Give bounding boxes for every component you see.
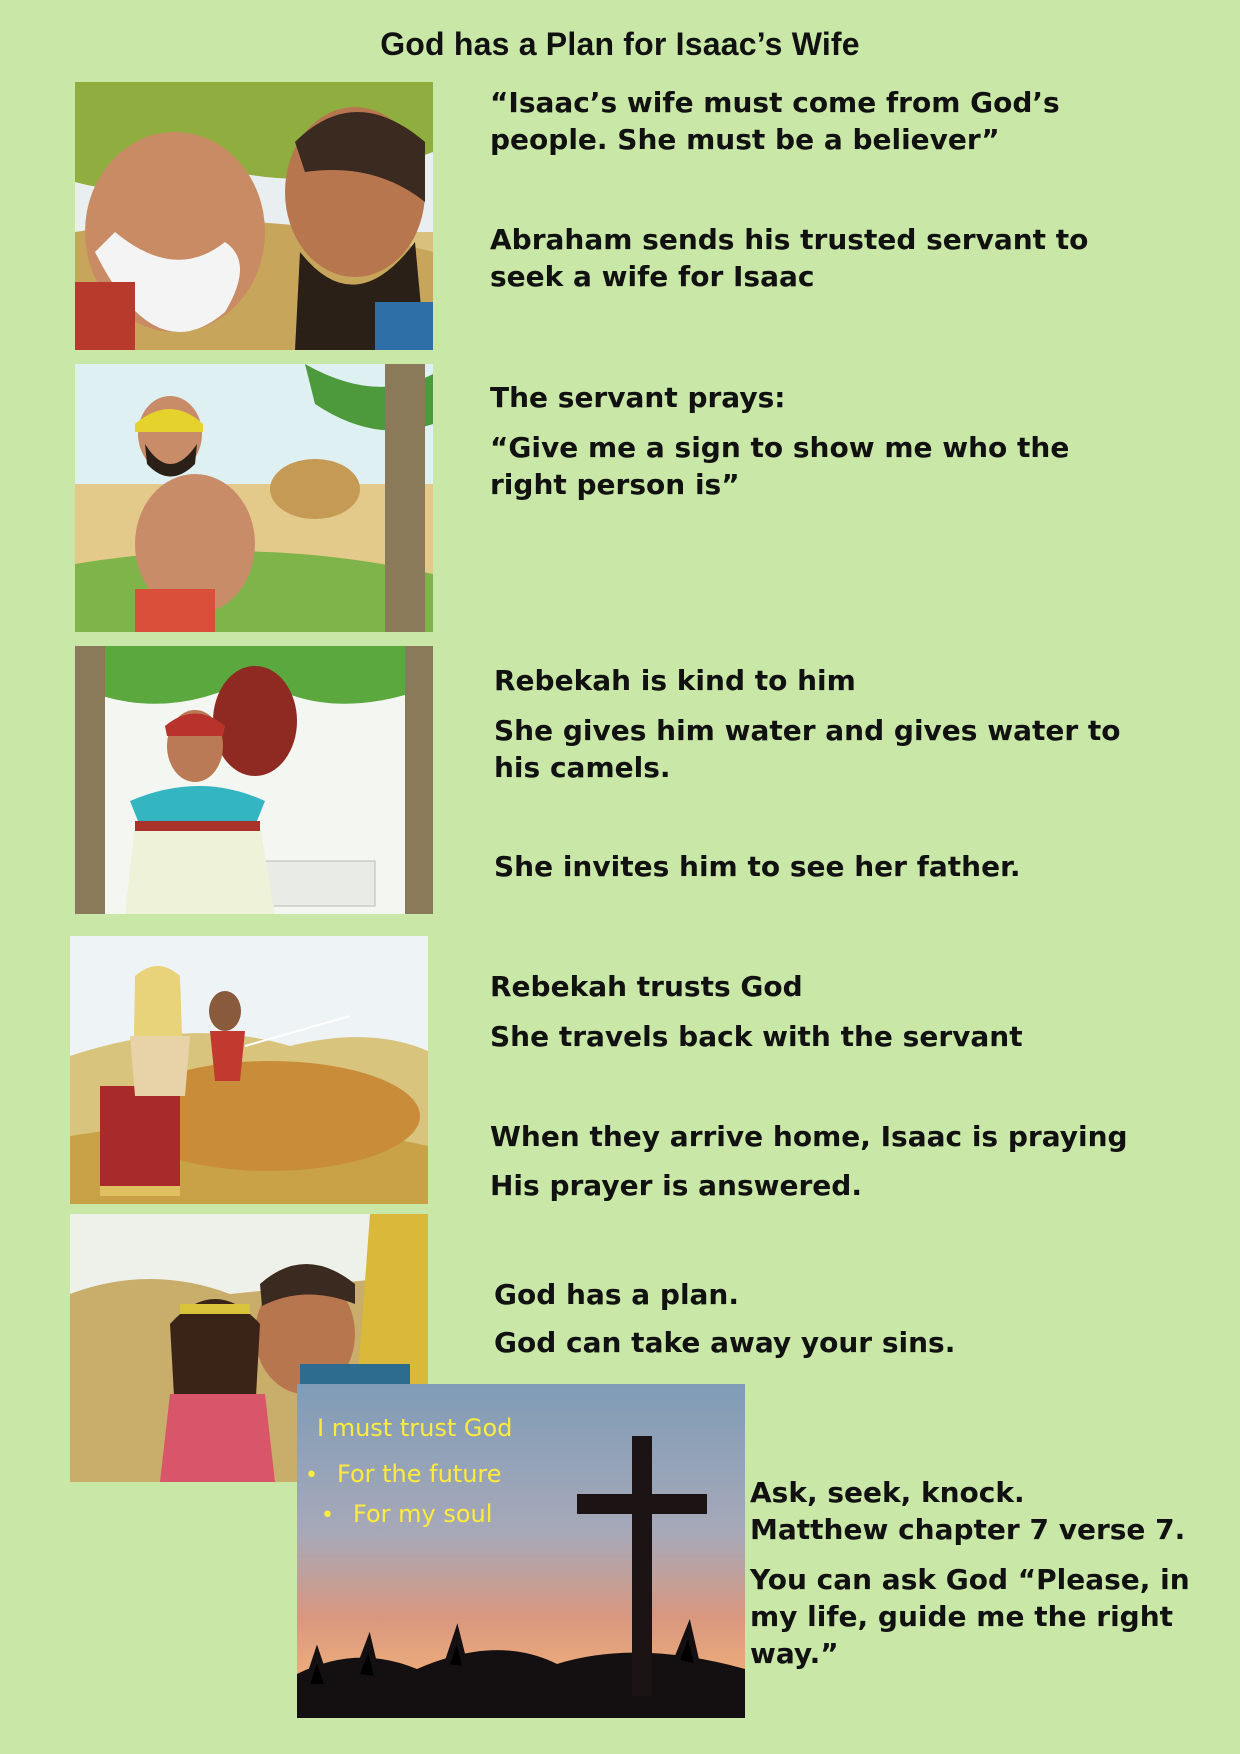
panel-3-line-3: his camels.	[494, 751, 671, 784]
panel-3-line-4: She invites him to see her father.	[494, 850, 1021, 883]
panel-2-line-1: The servant prays:	[490, 381, 786, 414]
slide-bullet-2: For my soul	[353, 1500, 493, 1528]
closing-line-5: way.”	[750, 1637, 839, 1670]
panel-3-line-2: She gives him water and gives water to	[494, 714, 1121, 747]
slide-bullet-dot-1: •	[305, 1463, 318, 1488]
panel-4-line-4: His prayer is answered.	[490, 1169, 862, 1202]
panel-5-line-2: God can take away your sins.	[494, 1326, 956, 1359]
illustration-servant-praying	[75, 364, 433, 632]
slide-bullet-dot-2: •	[321, 1503, 334, 1528]
panel-3-line-1: Rebekah is kind to him	[494, 664, 856, 697]
panel-2-line-3: right person is”	[490, 468, 740, 501]
slide-heading: I must trust God	[317, 1414, 513, 1442]
panel-1-line-1: “Isaac’s wife must come from God’s	[490, 86, 1060, 119]
page-title: God has a Plan for Isaac’s Wife	[380, 26, 860, 62]
panel-1-line-4: seek a wife for Isaac	[490, 260, 815, 293]
illustration-rebekah-camel	[70, 936, 428, 1204]
panel-1-line-2: people. She must be a believer”	[490, 123, 1000, 156]
panel-4-line-2: She travels back with the servant	[490, 1020, 1023, 1053]
closing-line-2: Matthew chapter 7 verse 7.	[750, 1513, 1186, 1546]
panel-4-line-3: When they arrive home, Isaac is praying	[490, 1120, 1128, 1153]
panel-5-line-1: God has a plan.	[494, 1278, 739, 1311]
panel-4-line-1: Rebekah trusts God	[490, 970, 803, 1003]
panel-1-line-3: Abraham sends his trusted servant to	[490, 223, 1089, 256]
illustration-abraham-servant	[75, 82, 433, 350]
illustration-rebekah-jar	[75, 646, 433, 914]
slide-cross-sunset	[297, 1384, 745, 1718]
closing-line-1: Ask, seek, knock.	[750, 1476, 1025, 1509]
slide-bullet-1: For the future	[337, 1460, 502, 1488]
closing-line-3: You can ask God “Please, in	[750, 1563, 1190, 1596]
closing-line-4: my life, guide me the right	[750, 1600, 1174, 1633]
panel-2-line-2: “Give me a sign to show me who the	[490, 431, 1070, 464]
